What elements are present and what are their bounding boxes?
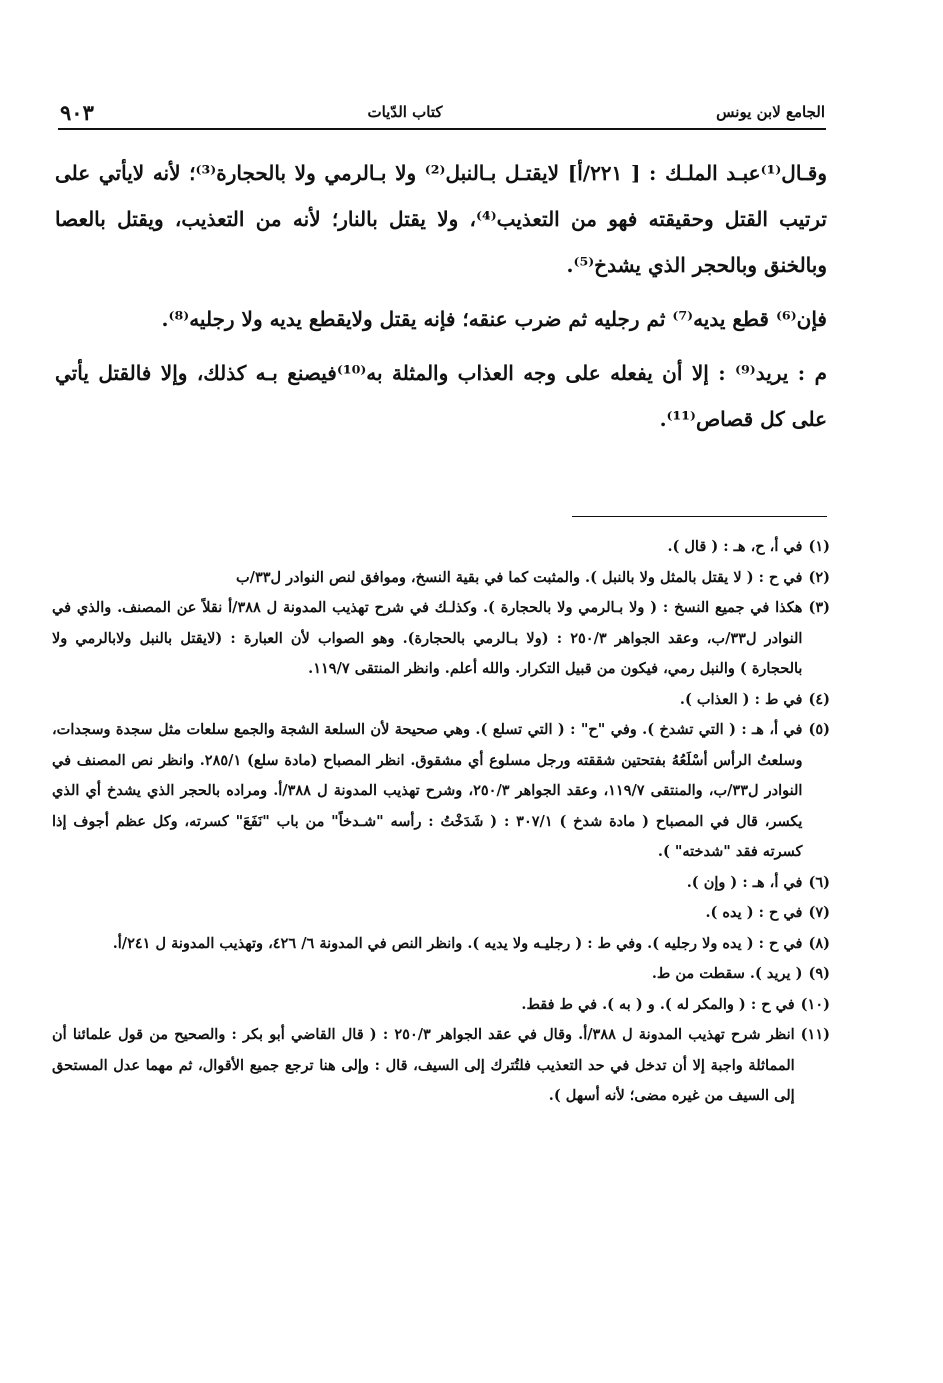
section-title: كتاب الدّيات bbox=[367, 103, 443, 121]
header-divider bbox=[58, 128, 826, 130]
footnote-text: في ح : ( لا يقتل بالمثل ولا بالنبل ). والمثبت كما في بقية النسخ، وموافق لنص النوادر ل٣٣/ب bbox=[236, 568, 803, 586]
footnote bbox=[52, 532, 830, 563]
footnote-text: انظر شرح تهذيب المدونة ل ٣٨٨/أ. وقال في عقد الجواهر ٢٥٠/٣ : ( قال القاضي أبو بكر : والصحيح من قول علمائنا أن المماثلة واجبة إلا أن تدخل في حد التعذيب فلتُترك إلى السيف، قال : وإلى هنا ترجع جميع الأقوال، ثم مهما عدل المستحق إلى السيف من غيره مضى؛ لأنه أسهل ). bbox=[52, 1026, 795, 1104]
paragraph: فإن⁽⁶⁾ قطع يديه⁽⁷⁾ ثم رجليه ثم ضرب عنقه؛ فإنه يقتل ولايقطع يديه ولا رجليه⁽⁸⁾. bbox=[161, 307, 827, 331]
footnote bbox=[52, 959, 830, 990]
page-number: ٩٠٣ bbox=[60, 99, 94, 125]
footnote-number: (٦) bbox=[808, 873, 830, 891]
footnote bbox=[52, 898, 830, 929]
paragraph: م : يريد⁽⁹⁾ : إلا أن يفعله على وجه العذاب والمثلة به⁽¹⁰⁾فيصنع بـه كذلك، وإلا فالقتل يأتي على كل قصاص⁽¹¹⁾. bbox=[55, 361, 827, 431]
footnote-text: في ط : ( العذاب ). bbox=[679, 690, 803, 708]
footnote-divider bbox=[572, 516, 827, 517]
footnote-text: في ح : ( يده ولا رجليه ). وفي ط : ( رجليـه ولا يديه ). وانظر النص في المدونة ٦/ ٤٢٦، وتهذيب المدونة ل ٢٤١/أ. bbox=[112, 934, 803, 952]
footnote bbox=[52, 1020, 830, 1112]
page-header bbox=[60, 95, 825, 129]
book-title: الجامع لابن يونس bbox=[716, 103, 825, 121]
footnote-text: في أ، ح، هـ : ( قال ). bbox=[667, 538, 803, 555]
footnote-number: (٢) bbox=[808, 568, 830, 586]
footnote-number: (٧) bbox=[808, 904, 830, 921]
footnote bbox=[52, 593, 830, 685]
footnote-number: (٩) bbox=[808, 965, 830, 982]
footnote-number: (١) bbox=[808, 538, 830, 555]
footnote bbox=[52, 563, 830, 594]
footnote-number: (١١) bbox=[800, 1026, 830, 1043]
footnote-number: (٤) bbox=[808, 690, 830, 708]
paragraph: وقـال⁽¹⁾عبـد الملـك : [ ٢٢١/أ] لايقتـل بـالنبل⁽²⁾ ولا بـالرمي ولا بالحجارة⁽³⁾؛ لأنه لايأتي على ترتيب القتل وحقيقته فهو من التعذيب⁽⁴⁾، ولا يقتل بالنار؛ لأنه من التعذيب، ويقتل بالعصا وبالخنق وبالحجر الذي يشدخ⁽⁵⁾. bbox=[55, 161, 828, 277]
footnotes bbox=[52, 532, 830, 1112]
footnote bbox=[52, 715, 830, 868]
footnote-text: في أ، هـ : ( التي تشدخ ). وفي "ح" : ( التي تسلع ). وهي صحيحة لأن السلعة الشجة والجمع سلعات مثل سجدة وسجدات، وسلعتُ الرأس أسْلَعُهُ بفتحتين شققته ورجل مسلوع أي مشقوق. انظر المصباح (مادة سلع) ٢٨٥/١. وانظر نص المصنف في النوادر ل٣٣/ب، والمنتقى ١١٩/٧، وعقد الجواهر ٢٥٠/٣، وشرح تهذيب المدونة ل ٣٨٨/أ. ومراده بالحجر الذي يشدخ أي الذي يكسر، قال في المصباح ( مادة شدخ ) ٣٠٧/١ : ( شَدَخْتُ : رأسه "شـدخاً" من باب "نَفَعَ" كسرته، وكل عظم أجوف إذا كسرته فقد "شدخته" ). bbox=[52, 721, 803, 860]
footnote-text: ( يريد ). سقطت من ط. bbox=[651, 965, 803, 982]
footnote-number: (٣) bbox=[808, 599, 830, 616]
footnote bbox=[52, 685, 830, 716]
footnote-number: (١٠) bbox=[800, 995, 830, 1013]
footnote-number: (٨) bbox=[808, 934, 830, 952]
footnote-number: (٥) bbox=[808, 721, 830, 738]
footnote bbox=[52, 868, 830, 899]
footnote-text: في ح : ( يده ). bbox=[705, 904, 803, 921]
footnote-text: في ح : ( والمكر له ). و ( به ). في ط فقط. bbox=[521, 995, 795, 1013]
footnote bbox=[52, 990, 830, 1021]
footnote-text: هكذا في جميع النسخ : ( ولا بـالرمي ولا بالحجارة ). وكذلـك في شرح تهذيب المدونة ل ٣٨٨/أ نقلاً عن المصنف. والذي في النوادر ل٣٣/ب، وعقد الجواهر ٢٥٠/٣ : (ولا بـالرمي بالحجارة). وهو الصواب لأن العبارة : (لايقتل بالنبل ولابالرمي ولا بالحجارة ) والنبل رمي، فيكون من قبيل التكرار. والله أعلم. وانظر المنتقى ١١٩/٧. bbox=[52, 599, 803, 677]
main-text bbox=[55, 150, 827, 450]
footnote bbox=[52, 929, 830, 960]
footnote-text: في أ، هـ : ( وإن ). bbox=[686, 873, 803, 891]
